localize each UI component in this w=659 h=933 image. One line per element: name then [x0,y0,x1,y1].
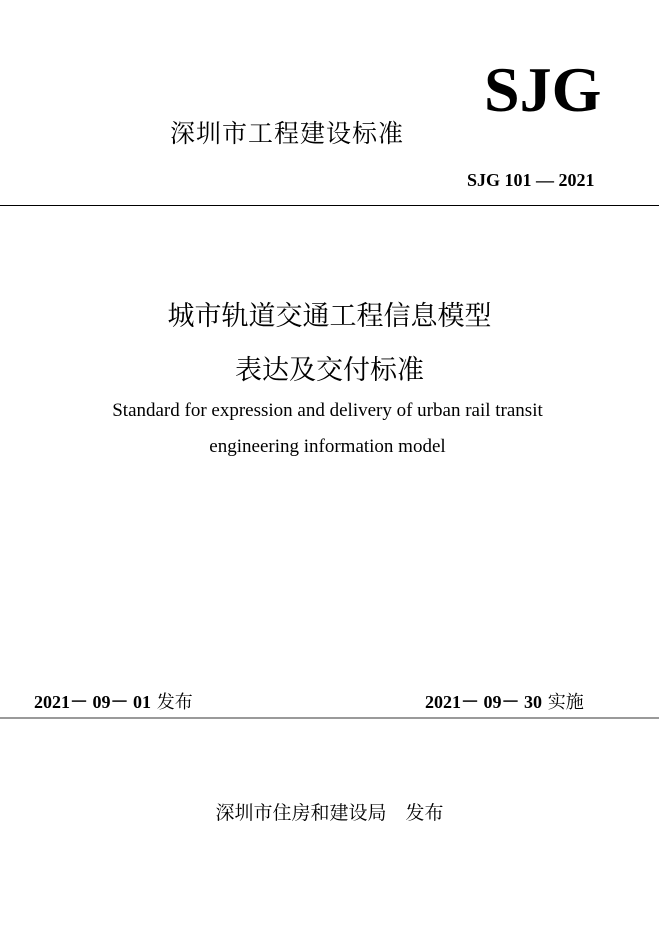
title-cn-line-1: 城市轨道交通工程信息模型 [167,301,492,332]
standard-number: SJG 101 — 2021 [467,170,595,190]
title-en-line-1: Standard for expression and delivery of urban rail transit [112,400,543,421]
title-cn-line-2: 表达及交付标准 [235,355,424,386]
effective-label: 实施 [547,692,584,713]
header-divider [0,205,659,206]
issue-date: 2021－ 09－ 01 [34,692,151,712]
footer-divider [0,717,659,719]
title-en-line-2: engineering information model [209,436,446,457]
effective-date: 2021－ 09－ 30 [425,692,542,712]
issuer-title: 深圳市工程建设标准 [170,119,405,148]
issue-label: 发布 [156,692,193,713]
issue-date-row [34,688,193,714]
effective-date-row [425,688,584,714]
standard-logo: SJG [484,54,602,125]
publisher: 深圳市住房和建设局 发布 [215,802,444,824]
